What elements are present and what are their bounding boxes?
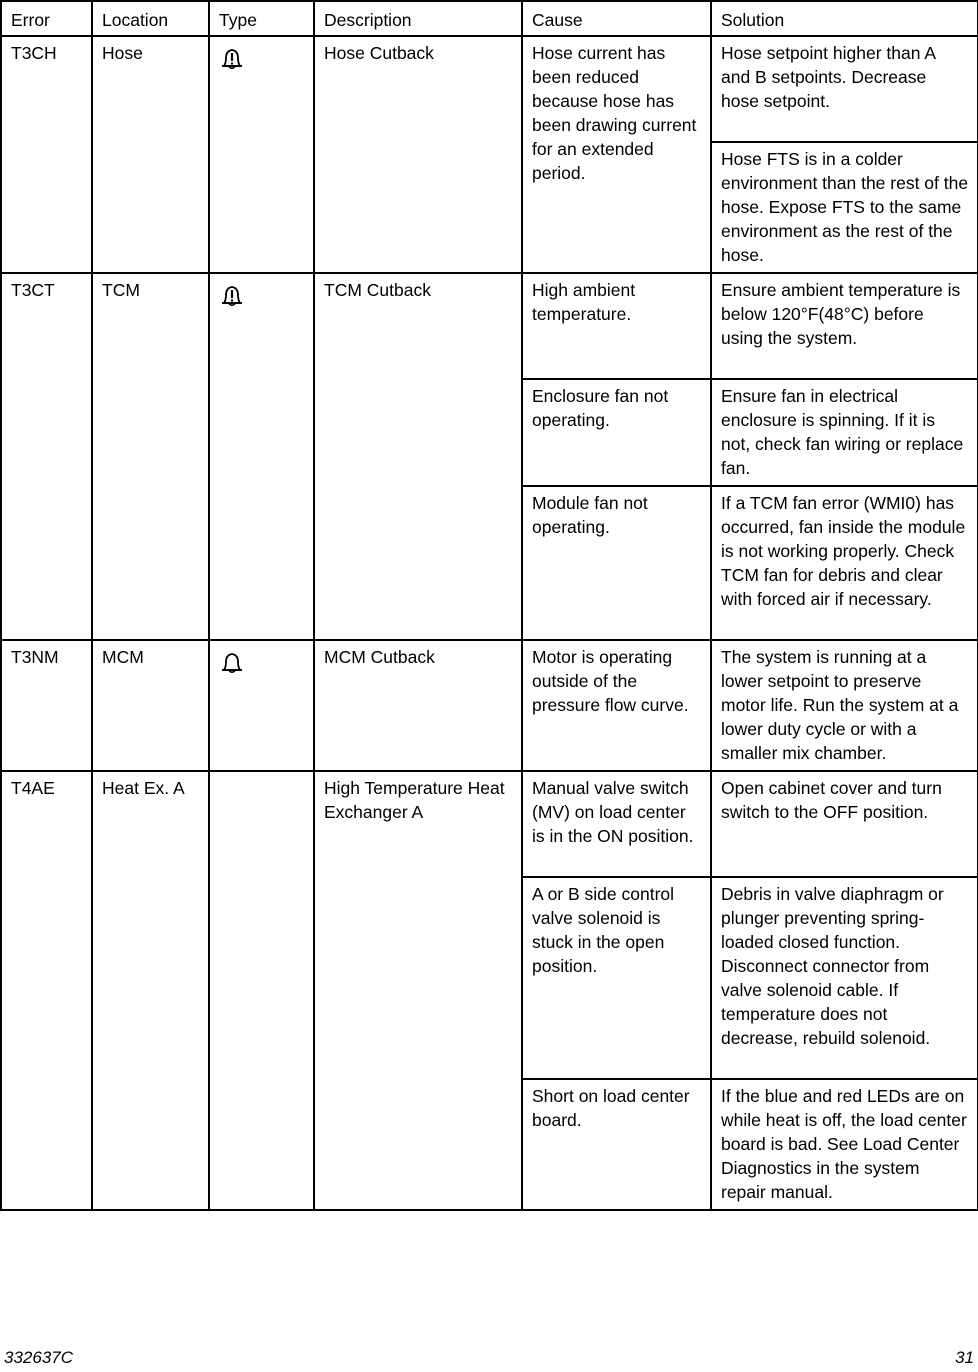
header-error: Error [1,1,92,36]
location: MCM [92,640,209,771]
solution: Debris in valve diaphragm or plunger preventing spring-loaded closed function. Disconnect connector from valve solenoid cable. If temperature does not decrease, rebuild solenoid. [711,877,978,1079]
deviation-bell-icon [219,282,245,308]
cause: Short on load center board. [522,1079,711,1210]
cause: Manual valve switch (MV) on load center is in the ON position. [522,771,711,877]
type-cell [209,771,314,1210]
solution: Ensure fan in electrical enclosure is spinning. If it is not, check fan wiring or replace fan. [711,379,978,486]
error-code: T3CT [1,273,92,640]
description: Hose Cutback [314,36,522,273]
document-number: 332637C [4,1348,74,1367]
header-type: Type [209,1,314,36]
solution: Hose FTS is in a colder environment than the rest of the hose. Expose FTS to the same environment as the rest of the hose. [711,142,978,273]
location: Hose [92,36,209,273]
header-description: Description [314,1,522,36]
header-location: Location [92,1,209,36]
cause: Enclosure fan not operating. [522,379,711,486]
header-row [1,1,978,36]
deviation-bell-icon [219,45,245,71]
table-row [1,640,978,771]
solution: Hose setpoint higher than A and B setpoints. Decrease hose setpoint. [711,36,978,142]
solution: Ensure ambient temperature is below 120°F(48°C) before using the system. [711,273,978,379]
solution: If a TCM fan error (WMI0) has occurred, fan inside the module is not working properly. Check TCM fan for debris and clear with forced air if necessary. [711,486,978,640]
cause: Module fan not operating. [522,486,711,640]
cause: Motor is operating outside of the pressure flow curve. [522,640,711,771]
cause: Hose current has been reduced because hose has been drawing current for an extended period. [522,36,711,273]
header-cause: Cause [522,1,711,36]
cause: A or B side control valve solenoid is stuck in the open position. [522,877,711,1079]
solution: Open cabinet cover and turn switch to the OFF position. [711,771,978,877]
error-code: T4AE [1,771,92,1210]
error-code: T3NM [1,640,92,771]
description: TCM Cutback [314,273,522,640]
page-number: 31 [955,1348,974,1367]
cause: High ambient temperature. [522,273,711,379]
description: High Temperature Heat Exchanger A [314,771,522,1210]
table-row [1,36,978,142]
location: Heat Ex. A [92,771,209,1210]
header-solution: Solution [711,1,978,36]
type-cell [209,273,314,640]
solution: If the blue and red LEDs are on while heat is off, the load center board is bad. See Load Center Diagnostics in the system repair manual. [711,1079,978,1210]
solution: The system is running at a lower setpoint to preserve motor life. Run the system at a lower duty cycle or with a smaller mix chamber. [711,640,978,771]
type-cell [209,36,314,273]
error-code: T3CH [1,36,92,273]
advisory-bell-icon [219,649,245,675]
table-row [1,771,978,877]
type-cell [209,640,314,771]
table-row [1,273,978,379]
description: MCM Cutback [314,640,522,771]
location: TCM [92,273,209,640]
